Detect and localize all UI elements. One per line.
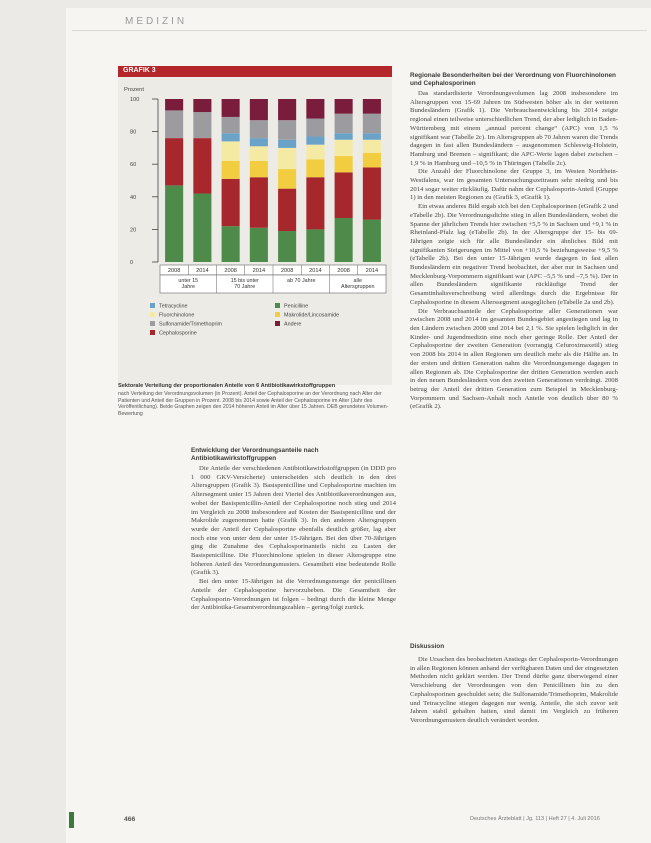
- bar-segment: [306, 119, 324, 137]
- bar-segment: [278, 231, 296, 262]
- bar-segment: [250, 161, 268, 177]
- bar-segment: [306, 159, 324, 177]
- bar-segment: [222, 179, 240, 226]
- bar-segment: [165, 138, 183, 185]
- bar-segment: [278, 189, 296, 231]
- col2-paragraph: Die Anzahl der Fluorchinolone der Gruppe 3, im Westen Nordrhein-Westfalens, war im gesamten Untersuchungszeitraum sehr niedrig und bis 2014 sogar weiter rückläufig. Dafür nahm der Cephalosporin-Anteil (Gruppe 1) in den meisten Regionen zu (Grafik 3, eGrafik 1).: [410, 168, 618, 202]
- bar-segment: [278, 140, 296, 148]
- legend-swatch: [150, 303, 155, 308]
- figure-caption-title: Sektorale Verteilung der proportionalen Anteile von 6 Antibiotikawirkstoffgruppen: [118, 383, 336, 389]
- col2-paragraph: Die Verbrauchsanteile der Cephalosporine aller Generationen war zwischen 2008 und 2014 im gesamten Bundesgebiet angestiegen und lag in den Ländern zwischen 2008 und 2014 bei 2,1 %. Sie spielen lediglich in der Kinder- und Jugendmedizin eine noch eher geringe Rolle. Der Anteil der Cephalosporine der zweiten Generation (vorrangig Cefuroximaxetil) stieg von 2008 bis 2014 in allen Regionen um deutlich mehr als die Hälfte an. In der ersten und dritten Generation nahm die Verordnungsmenge dagegen in allen Regionen ab. Die Cephalosporine der dritten Generation werden auch in den neuen Bundesländern von den zweiten Generationen verdrängt. 2008 betrug der Anteil der dritten Generation zum Beispiel in Mecklenburg-Vorpommern und Sachsen-Anhalt noch Anteile von deutlich über 80 % (eGrafik 2).: [410, 307, 618, 411]
- category-label: 2008: [337, 268, 350, 274]
- legend-label: Andere: [284, 321, 302, 328]
- y-axis-label: Prozent: [124, 87, 144, 93]
- bar-segment: [306, 136, 324, 144]
- bar-segment: [222, 117, 240, 133]
- bar-segment: [335, 114, 353, 134]
- legend-label: Cephalosporine: [159, 330, 197, 337]
- category-label: 2008: [167, 268, 181, 274]
- bar-segment: [193, 194, 211, 262]
- figure-panel: [118, 66, 392, 385]
- col1-body: [191, 465, 396, 795]
- y-tick-label: 0: [130, 260, 134, 266]
- figure-header-bar: [118, 66, 392, 77]
- bar-segment: [363, 99, 381, 114]
- category-label: 2008: [224, 268, 237, 274]
- col2-heading-discussion: Diskussion: [410, 643, 445, 650]
- legend-label: Tetracycline: [159, 303, 188, 310]
- bar-segment: [335, 140, 353, 156]
- figure-caption: [118, 391, 390, 417]
- bar-segment: [306, 145, 324, 160]
- group-label: 70 Jahre: [234, 284, 256, 290]
- col2-paragraph: Ein etwas anderes Bild ergab sich bei den Cephalosporinen (eGrafik 2 und eTabelle 2b). Die Verordnungsdichte stieg in allen Bundesländern, wobei die Spanne der jährlichen Trends hier zwischen +5,5 % in Sachsen und +9,1 % in Rheinland-Pfalz lag (eTabelle 2b). In der Altersgruppe der 15- bis 69-Jährigen zeigte sich für alle Bundesländer ein ähnliches Bild mit signifikanten Steigerungen im Mittel von +10,5 % beziehungsweise +9,5 % (eTabelle 2b). Bei den unter 15-Jährigen wurde dagegen in fast allen Bundesländern ein negativer Trend beobachtet, der aber nur in Sachsen und Mecklenburg-Vorpommern signifikant war (APC –5,5 % und –7,5 %). Der in allen Bundesländern signifikante rückläufige Trend der Gesamtinhaltsverschreibung wird allerdings durch die Ergebnisse für Cephalosporine in diesem Alterssegment ausgeglichen (eTabelle 2a und 2b).: [410, 203, 618, 306]
- bar-segment: [193, 112, 211, 138]
- category-label: 2014: [252, 268, 266, 274]
- bar-segment: [306, 177, 324, 229]
- category-label: 2014: [196, 268, 209, 274]
- group-label: ab 70 Jahre: [287, 278, 316, 284]
- bar-segment: [222, 141, 240, 161]
- figure-source: DEB gerundetes Volumen-Bewertung: [118, 404, 389, 417]
- footer-accent-bar: [69, 812, 74, 828]
- bar-segment: [222, 99, 240, 117]
- col2-heading-regional: Regionale Besonderheiten bei der Verordnung von Fluorchinolonen und Cephalosporinen: [410, 72, 616, 87]
- page-number: 466: [124, 816, 136, 823]
- col2-body-upper: [410, 90, 618, 630]
- bar-segment: [306, 99, 324, 119]
- group-label: Jahre: [181, 284, 195, 290]
- y-tick-label: 60: [130, 162, 137, 169]
- stacked-bar-chart: [118, 79, 392, 385]
- col1-paragraph: Die Anteile der verschiedenen Antibiotikawirkstoffgruppen (in DDD pro 1 000 GKV-Versicherte) unterscheiden sich deutlich in den drei Altersgruppen (Grafik 3). Basispenicilline und Cephalosporine machten im Altersegment unter 15 Jahren drei Viertel des Antibiotikaverordnungen aus, wobei der Basispenicillin-Anteil der Cephalosporine noch stieg und 2014 im Vergleich zu 2008 insbesondere auf Kosten der Basispenicilline und der Makrolide zugenommen hatte (Grafik 3). In den anderen Altersgruppen wurde der Anteil der Cephalosporine ebenfalls deutlich größer, lag aber noch eine von unter dem der unter 15-Jährigen. Bei den über 70-Jährigen ging die Zunahme des Cephalosporinanteils nicht zu Lasten der Basispenicilline. Die Fluorchinolone spielen in dieser Altersgruppe eine höheren Anteil des Verordnungsmusters. Gesamtheit eine bedeutende Rolle (Grafik 3).: [191, 465, 396, 577]
- bar-segment: [335, 133, 353, 140]
- bar-segment: [222, 226, 240, 262]
- bar-segment: [335, 218, 353, 262]
- group-label: alle: [353, 278, 362, 284]
- group-label: unter 15: [178, 278, 199, 284]
- legend-label: Penicilline: [284, 303, 309, 310]
- bar-segment: [250, 99, 268, 120]
- legend-label: Makrolide/Lincosamide: [284, 312, 340, 319]
- col2-paragraph: Das standardisierte Verordnungsvolumen lag 2008 insbesondere im Altersgruppen von 15-69 Jahren im Südwesten höher als in der weiteren Bundesländern (Grafik 1). Die Verbrauchsentwicklung bis 2014 zeigte regional einen teilweise unterschiedlichen Trend, der aber lediglich in Baden-Württemberg mit einem „annual percent change“ (APC) von 1,5 % signifikant war (Tabelle 2c). Im Altersgruppen ab 70 Jahren waren die Trends dagegen in fast allen Bundesländern – ausgenommen Schleswig-Holstein, Hamburg und Bremen – signifikant; die APC-Werte lagen dabei zwischen –1,9 % in Hamburg und –10,5 % in Thüringen (Tabelle 2c).: [410, 90, 618, 167]
- bar-segment: [250, 177, 268, 228]
- legend-swatch: [275, 303, 280, 308]
- bar-segment: [165, 110, 183, 138]
- y-tick-label: 100: [130, 97, 140, 103]
- bar-segment: [335, 172, 353, 218]
- y-tick-label: 40: [130, 194, 137, 201]
- bar-segment: [335, 156, 353, 172]
- bar-segment: [222, 133, 240, 141]
- section-header: MEDIZIN: [125, 16, 188, 27]
- col2-body-lower: [410, 656, 618, 806]
- legend-swatch: [275, 312, 280, 317]
- bar-segment: [193, 138, 211, 193]
- legend-label: Fluorchinolone: [159, 312, 195, 319]
- group-label: 15 bis unter: [230, 278, 259, 284]
- figure-label: GRAFIK 3: [123, 67, 156, 74]
- bar-segment: [250, 120, 268, 138]
- bar-segment: [278, 99, 296, 120]
- category-label: 2014: [365, 268, 379, 274]
- figure-caption-text: nach Verteilung der Verordnungsvolumen (in Prozent). Anteil der Cephalosporine an der Verordnung nach Alter der Patienten und Anteil der Gruppen in Prozent. 2008 bis 2014 sowie Anteil der Cephalosporine im Alter (Jahr des Veröffentlichung). Beide Graphen zeigen den 2014 höheren Anteil im Alter über 15 Jahren.: [118, 391, 382, 411]
- legend-swatch: [275, 321, 280, 326]
- bar-segment: [250, 146, 268, 161]
- bar-segment: [363, 167, 381, 219]
- category-label: 2008: [280, 268, 294, 274]
- bar-segment: [363, 153, 381, 168]
- legend-label: Sulfonamide/Trimethoprim: [159, 321, 223, 328]
- bar-segment: [222, 161, 240, 179]
- bar-segment: [278, 148, 296, 169]
- bar-segment: [250, 228, 268, 262]
- header-rule: [72, 30, 647, 31]
- y-tick-label: 80: [130, 129, 137, 136]
- bar-segment: [335, 99, 353, 114]
- bar-segment: [363, 220, 381, 262]
- col1-heading: Entwicklung der Verordnungsanteile nach Antibiotikawirkstoffgruppen: [191, 447, 319, 462]
- bar-segment: [193, 99, 211, 112]
- footer-source: Deutsches Ärzteblatt | Jg. 113 | Heft 27 | 4. Juli 2016: [470, 816, 600, 822]
- bar-segment: [250, 138, 268, 146]
- bar-segment: [363, 114, 381, 134]
- group-label: Altersgruppen: [340, 284, 375, 290]
- y-tick-label: 20: [130, 227, 137, 234]
- bar-segment: [278, 169, 296, 189]
- col1-paragraph: Bei den unter 15-Jährigen ist die Verordnungsmenge der penicillinen Anteile der Cephalosporine hervorzuheben. Die Gesamtheit der Cephalosporin-Verordnungen ist folgen – bedingt durch die kleine Menge der Antibiotika-Gesamtverordnungszahlen – gering/folgt zurück.: [191, 578, 396, 612]
- legend-swatch: [150, 312, 155, 317]
- col2-paragraph: Die Ursachen des beobachteten Anstiegs der Cephalosporin-Verordnungen in allen Regionen können anhand der verfügbaren Daten und der eingesetzten Methoden nicht geklärt werden. Der Trend dürfte ganz überwiegend einer Verschiebung der Verordnungen von den Penicillinen hin zu den Cephalosporinen geschuldet sein; die Sulfonamide/Trimethoprim, Makrolide und Tetracycline stiegen dagegen nur wenig. Anteile, die sich zuvor seit Jahren stabil gehalten hatten, sind damit im Vergleich zu früheren Verordnungsmustern deutlich verändert worden.: [410, 656, 618, 724]
- bar-segment: [165, 185, 183, 262]
- bar-segment: [306, 229, 324, 262]
- bar-segment: [165, 99, 183, 110]
- legend-swatch: [150, 321, 155, 326]
- bar-segment: [363, 133, 381, 140]
- bar-segment: [363, 140, 381, 153]
- category-label: 2014: [309, 268, 322, 274]
- bar-segment: [278, 120, 296, 140]
- legend-swatch: [150, 330, 155, 335]
